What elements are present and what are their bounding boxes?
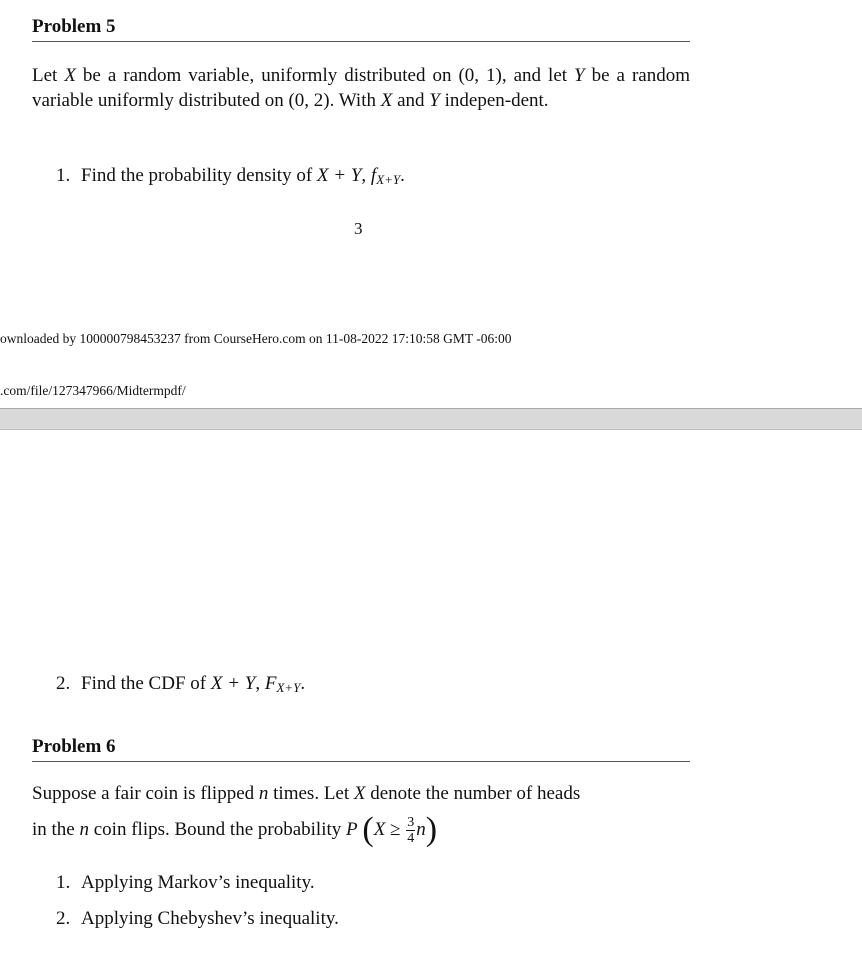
fraction-numerator: 3 <box>407 815 415 830</box>
item-text: Find the CDF of <box>81 673 211 694</box>
text-segment: be a random variable, uniformly distributed on (0, 1), and let <box>75 65 575 86</box>
item-text: Find the probability density of <box>81 165 317 186</box>
text-segment: times. Let <box>268 783 354 804</box>
var-x: X <box>380 90 393 111</box>
text-segment: coin flips. Bound the probability <box>89 818 347 840</box>
url-footer: .com/file/127347966/Midtermpdf/ <box>0 383 186 398</box>
page-lower <box>0 430 862 964</box>
math-expression: X + Y <box>210 673 256 694</box>
text-segment: in the <box>32 818 80 840</box>
text-segment: Let <box>32 65 65 86</box>
math-subscript: X+Y <box>276 680 301 695</box>
math-expression: X + Y <box>316 165 362 186</box>
probability-symbol: P <box>346 818 358 840</box>
text-segment: , <box>255 673 265 694</box>
var-y: Y <box>574 65 585 86</box>
item-number: 2. <box>56 908 71 929</box>
download-footer: ownloaded by 100000798453237 from CourseHero.com on 11-08-2022 17:10:58 GMT -06:00 <box>0 331 512 346</box>
math-function: f <box>370 165 377 186</box>
text-segment: , <box>361 165 371 186</box>
var-x: X <box>373 818 386 840</box>
problem-6-line-1 <box>32 781 690 806</box>
problem-5-statement <box>32 63 690 113</box>
item-number: 1. <box>56 165 71 186</box>
text-segment: Suppose a fair coin is flipped <box>32 783 259 804</box>
problem-5-item-2 <box>56 671 305 700</box>
left-paren: ( <box>362 810 374 848</box>
geq-symbol: ≥ <box>385 818 406 840</box>
text-segment: . <box>400 165 405 186</box>
page-upper <box>0 0 862 408</box>
problem-5-heading: Problem 5 <box>32 14 690 42</box>
var-x: X <box>353 783 366 804</box>
var-n: n <box>79 818 89 840</box>
problem-5-item-1 <box>56 163 405 192</box>
right-paren: ) <box>425 810 438 848</box>
text-segment: . <box>300 673 306 694</box>
text-segment: indepen-dent. <box>439 90 549 111</box>
item-number: 2. <box>56 673 71 694</box>
var-n: n <box>258 783 269 804</box>
fraction-denominator: 4 <box>407 831 415 846</box>
var-y: Y <box>429 90 440 111</box>
math-subscript: X+Y <box>376 172 401 187</box>
problem-6-item-2 <box>56 906 339 931</box>
var-n: n <box>416 818 426 840</box>
item-text: Applying Markov’s inequality. <box>81 872 315 893</box>
var-x: X <box>64 65 76 86</box>
math-function: F <box>264 673 277 694</box>
page-number: 3 <box>354 219 363 238</box>
problem-6-heading: Problem 6 <box>32 734 690 762</box>
text-segment: denote the number of heads <box>365 783 581 804</box>
text-segment: be a random variable uniformly distributed on (0, 2). With <box>32 65 690 111</box>
page-separator <box>0 408 862 430</box>
fraction-three-quarters <box>406 815 415 846</box>
item-text: Applying Chebyshev’s inequality. <box>81 908 339 929</box>
item-number: 1. <box>56 872 71 893</box>
problem-6-item-1 <box>56 870 315 895</box>
problem-6-line-2 <box>32 810 690 848</box>
text-segment: and <box>392 90 430 111</box>
